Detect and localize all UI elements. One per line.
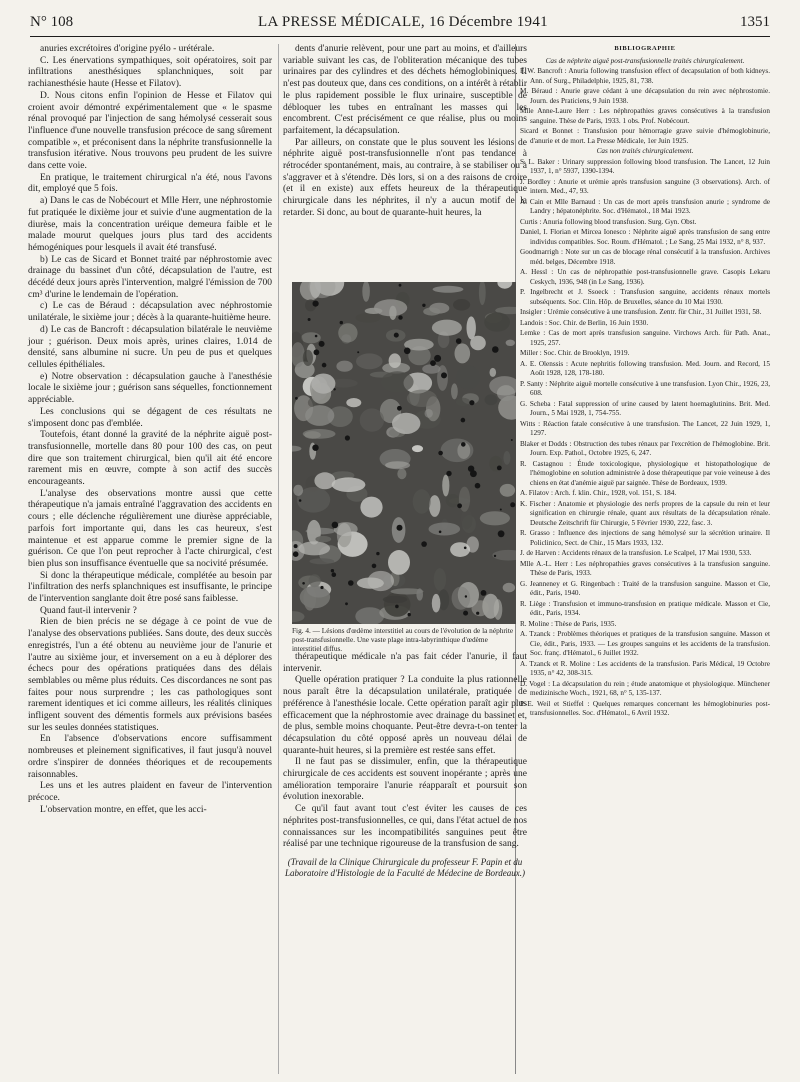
footnote: (Travail de la Clinique Chirurgicale du professeur F. Papin et du Laboratoire d'Histologie de la Faculté de Médecine de Bordeaux.) xyxy=(285,856,525,878)
paragraph: Toutefois, étant donné la gravité de la néphrite aiguë post-transfusionnelle, mortelle dans 80 pour 100 des cas, on peut dire que son traitement chirurgical, bien qu'il ait été encore rarement mis en œuvre, compte à son actif des succès encourageants. xyxy=(28,430,272,488)
bibliography-entry: J. de Harven : Accidents rénaux de la transfusion. Le Scalpel, 17 Mai 1930, 533. xyxy=(520,549,752,557)
paragraph: Il ne faut pas se dissimuler, enfin, que la thérapeutique chirurgicale de ces accidents est souvent inopérante ; après une amélioration temporaire l'anurie réapparaît et poursuit son évolution inexorable. xyxy=(283,757,527,803)
bibliography-entry: M. Béraud : Anurie grave cédant à une décapsulation du rein avec néphrostomie. Journ. des Praticiens, 9 Juin 1938. xyxy=(520,87,770,105)
bibliography-entry: Blaker et Dodds : Obstruction des tubes rénaux par l'excrétion de l'hémoglobine. Brit. Journ. Exp. Pathol., Octobre 1925, 6, 247. xyxy=(520,439,770,457)
bibliography-entry: R. Grasso : Influence des injections de sang hémolysé sur la sécrétion urinaire. Il Policlinico, Sect. de Chir., 15 Mars 1933, 132. xyxy=(520,529,770,547)
page-header xyxy=(30,12,770,37)
column-rule-left xyxy=(278,44,279,1074)
bibliography-entry: A. E. Olenssis : Acute nephritis following transfusion. Med. Journ. and Record, 15 Août 1928, 128, 178-180. xyxy=(520,359,770,377)
bibliography-entry: Daniel, I. Florian et Mircea Ionesco : Néphrite aiguë après transfusion de sang entre individus compatibles. Soc. Roum. d'Hématol. ; Le Sang, 25 Mai 1932, n° 8, 937. xyxy=(520,228,770,246)
bibliography-entry: G. Scheba : Fatal suppression of urine caused by latent hoemaglutinins. Brit. Med. Journ., 5 Mai 1928, 1, 754-755. xyxy=(520,399,770,417)
bibliography-entry: G. Jeanneney et G. Ringenbach : Traité de la transfusion sanguine. Masson et Cie, édit., Paris, 1940. xyxy=(520,579,770,597)
bibliography-entry: Mlle A.-L. Herr : Les néphropathies graves consécutives à la transfusion sanguine. Thèse de Paris, 1933. xyxy=(520,559,770,577)
paragraph: Rien de bien précis ne se dégage à ce point de vue de l'analyse des observations publiées. Sans doute, des deux succès enregistrés, l'un a été obtenu au neuvième jour de l'anurie et l'autre au sixième jour, et inversement on a eu à déplorer des échecs pour des opérations pratiquées dans des délais semblables ou même plus réduits. Ces discordances ne sont pas faites pour nous surprendre ; les cas pathologiques sont rarement identiques et ici comme ailleurs, les réalités cliniques infligent souvent des démentis formels aux prévisions basées sur les seules données statistiques. xyxy=(28,617,272,733)
bibliography-subtitle-1: Cas de néphrite aiguë post-transfusionnelle traités chirurgicalement. xyxy=(545,56,745,65)
bibliography-entry: Sicard et Bonnet : Transfusion pour hémorragie grave suivie d'hémoglobinurie, d'anurie et de mort. La Presse Médicale, 1er Juin 1925. xyxy=(520,127,770,145)
bibliography-entry: K. Fischer : Anatomie et physiologie des nerfs propres de la capsule du rein et leur signification en chirurgie rénale, quant aux résultats de la décapsulation rénale. Deutsche Zeitschrift für Chirurgie, 5 Février 1930, 222, fasc. 3. xyxy=(520,499,770,527)
bibliography-title: BIBLIOGRAPHIE xyxy=(614,45,676,52)
paragraph: e) Notre observation : décapsulation gauche à l'anesthésie locale le sixième jour ; guérison sans séquelles, fonctionnement appréciable. xyxy=(28,371,272,406)
paragraph: L'analyse des observations montre aussi que cette thérapeutique n'a jamais entraîné l'aggravation des accidents en cours ; elle déclenche régulièrement une diurèse appréciable, parfois fort importante qui, dans les cas heureux, s'est maintenue et est apparue comme le premier signe de la guérison. Ce que l'on peut reprocher à l'acte chirurgical, c'est bien plus son insuffisance éventuelle que sa nocivité présumée. xyxy=(28,488,272,569)
bibliography-entry: Goodmarrigh : Note sur un cas de blocage rénal consécutif à la transfusion. Archives méd. belges, Décembre 1918. xyxy=(520,248,770,266)
column-2-top xyxy=(283,44,527,220)
paragraph: Les uns et les autres plaident en faveur de l'intervention précoce. xyxy=(28,781,272,803)
bibliography-entry: A. Tzanck : Problèmes théoriques et pratiques de la transfusion sanguine. Masson et Cie, édit., Paris, 1933. — Les groupes sanguins et les accidents de la transfusion. Soc. franç. d'Hématol., 6 Juillet 1932. xyxy=(520,630,770,657)
bibliography-entry: Curtis : Anuria following blood transfusion. Surg. Gyn. Obst. xyxy=(520,217,697,226)
journal-title: LA PRESSE MÉDICALE, 16 Décembre 1941 xyxy=(258,14,548,30)
paragraph: En pratique, le traitement chirurgical n'a été, nous l'avons dit, employé que 5 fois. xyxy=(28,172,272,195)
paragraph: a) Dans le cas de Nobécourt et Mlle Herr, une néphrostomie fut pratiquée le dixième jour et suivie d'une augmentation de la diurèse, mais la concentration uréique demeura faible et le malade mourut quelques jours plus tard des accidents hémogéniques pour lesquels il avait été transfusé. xyxy=(28,196,272,253)
micrograph-image xyxy=(292,282,516,624)
paragraph: Si donc la thérapeutique médicale, complétée au besoin par l'infiltration des nerfs splanchniques est insuffisante, le principe de l'intervention sanglante doit être posé sans faiblesse. xyxy=(28,570,272,605)
paragraph: dents d'anurie relèvent, pour une part au moins, et d'ailleurs variable suivant les cas, de l'obliteration mécanique des tubes urinaires par des cylindres et des déchets hémoglobiniques. Il n'est pas douteux que, dans ces conditions, on a intérêt à rétablir le plus rapidement possible le flux urinaire, susceptible de débloquer les tubes en entraînant les masses qui les encombrent. C'est précisément ce que réalise, plus ou moins parfaitement, la décapsulation. xyxy=(283,44,527,136)
bibliography-entry: Landois : Soc. Chir. de Berlin, 16 Juin 1930. xyxy=(520,318,649,327)
bibliography-entry: Lemke : Cas de mort après transfusion sanguine. Virchows Arch. für Path. Anat., 1925, 257. xyxy=(520,329,770,347)
bibliography-entry: P.-E. Weil et Stieffel : Quelques remarques concernant les hémoglobinuries post-transfusionnelles. Soc. d'Hématol., 6 Avril 1932. xyxy=(520,699,770,717)
bibliography-entry: S. L. Baker : Urinary suppression following blood transfusion. The Lancet, 12 Juin 1937, 1, n° 5937, 1390-1394. xyxy=(520,157,770,175)
paragraph: En l'absence d'observations encore suffisamment nombreuses et pleinement significatives, il faut jusqu'à nouvel ordre s'inspirer de données théoriques et de recoupements raisonnables. xyxy=(28,734,272,780)
bibliography-entry: Witts : Réaction fatale consécutive à une transfusion. The Lancet, 22 Juin 1929, 1, 1297. xyxy=(520,419,770,437)
page-number: 1351 xyxy=(740,14,770,30)
figure-caption: Fig. 4. — Lésions d'œdème interstitiel au cours de l'évolution de la néphrite post-transfusionnelle. Une vaste plage intra-labyrinthique d'œdème interstitiel diffus. xyxy=(292,626,514,653)
column-1 xyxy=(28,44,272,816)
paragraph: b) Le cas de Sicard et Bonnet traité par néphrostomie avec drainage du bassinet d'un côté, décapsulation de l'autre, est décédé deux jours après l'intervention, malgré l'émission de 700 cm³ d'urine le lendemain de l'opération. xyxy=(28,254,272,300)
bibliography-subtitle-2: Cas non traités chirurgicalement. xyxy=(596,147,694,155)
paragraph: Quand faut-il intervenir ? xyxy=(40,605,137,616)
bibliography-entry: A. Filatov : Arch. f. klin. Chir., 1928, vol. 151, S. 184. xyxy=(520,489,677,497)
bibliography-entry: P. Ingelbrecht et J. Ssoeck : Transfusion sanguine, accidents rénaux mortels subséquents. Soc. Clin. Hôp. de Bruxelles, séance du 10 Mai 1930. xyxy=(520,288,770,306)
bibliography-entry: J. Bordley : Anurie et urémie après transfusion sanguine (3 observations). Arch. of intern. Med., 47, 93. xyxy=(520,177,770,195)
paragraph: thérapeutique médicale n'a pas fait céder l'anurie, il faut intervenir. xyxy=(283,652,527,674)
bibliography-column xyxy=(520,44,770,720)
paragraph: Les conclusions qui se dégagent de ces résultats ne s'imposent donc pas d'emblée. xyxy=(28,406,272,429)
bibliography-entry: Mlle Anne-Laure Herr : Les néphropathies graves consécutives à la transfusion sanguine. Thèse de Paris, 1933. 1 obs. Prof. Nobécourt. xyxy=(520,107,770,125)
paragraph: L'observation montre, en effet, que les acci- xyxy=(40,804,207,815)
histology-figure xyxy=(292,282,516,624)
bibliography-entry: A. Cain et Mlle Barnaud : Un cas de mort après transfusion anurie ; syndrome de Landry ; hépatonéphrite. Soc. d'Hématol., 18 Mai 1923. xyxy=(520,197,770,215)
bibliography-entry: P. Santy : Néphrite aiguë mortelle consécutive à une transfusion. Lyon Chir., 1926, 23, 608. xyxy=(520,379,770,397)
issue-number: N° 108 xyxy=(30,14,74,30)
bibliography-entry: R. Liège : Transfusion et immuno-transfusion en pratique médicale. Masson et Cie, édit., Paris, 1934. xyxy=(520,599,770,617)
paragraph: d) Le cas de Bancroft : décapsulation bilatérale le neuvième jour ; guérison. Deux mois après, urines claires, 1.014 de densité, sans albumine ni sucre. Un peu de pus et quelques cellules épithéliales. xyxy=(28,324,272,370)
bibliography-entry: Miller : Soc. Chir. de Brooklyn, 1919. xyxy=(520,349,630,357)
paragraph: Ce qu'il faut avant tout c'est éviter les causes de ces néphrites post-transfusionnelles, ce qui, dans l'état actuel de nos connaissances sur les incompatibilités sanguines peut être réalisé par une technique rigoureuse de la transfusion de sang. xyxy=(283,804,527,850)
paragraph: D. Nous citons enfin l'opinion de Hesse et Filatov qui croient avoir démontré expérimentalement que « le spasme rénal provoqué par l'injection de sang hémolysé cesserait sous l'influence d'une nouvelle transfusion précoce de sang sûrement compatible », et préconisent dans la néphrite transfusionnelle la transfusion itérative. Nous trouvons peu prudent de les suivre dans cette voie. xyxy=(28,90,272,172)
bibliography-entry: F. W. Bancroft : Anuria following transfusion effect of decapsulation of both kidneys. Ann. of Surg., Philadelphie, 1925, 81, 738. xyxy=(520,67,770,85)
paragraph: C. Les énervations sympathiques, soit opératoires, soit par infiltrations anesthésiques splanchniques, soit par rachianesthésie haute (Hesse et Filatov). xyxy=(28,55,272,90)
column-2-bottom xyxy=(283,652,527,879)
bibliography-entry: R. Castagnou : Étude toxicologique, physiologique et histopathologique de l'hémoglobine en solution administrée à dose thérapeutique par voie veineuse à des chiens en état d'anémie aiguë par saignée. Thèse de Bordeaux, 1939. xyxy=(520,459,770,487)
bibliography-entry: D. Vogel : La décapsulation du rein ; étude anatomique et physiologique. Münchener medizinische Woch., 1921, 68, n° 5, 135-137. xyxy=(520,679,770,697)
paragraph: Quelle opération pratiquer ? La conduite la plus rationnelle nous paraît être la décapsulation unilatérale, pratiquée de préférence à l'anesthésie locale. Cette opération paraît agir plus efficacement que la néphrostomie avec drainage du bassinet et, de plus, semble moins choquante. Peut-être devra-t-on tenter la décapsulation du côté opposé après un nouveau délai de quarante-huit heures, si la première est restée sans effet. xyxy=(283,675,527,756)
paragraph: anuries excrétoires d'origine pyélo - urétérale. xyxy=(40,44,215,54)
bibliography-entry: A. Hessl : Un cas de néphropathie post-transfusionnelle grave. Casopis Lekaru Ceskych, 1936, 948 (in Le Sang, 1936). xyxy=(520,268,770,286)
bibliography-entry: A. Tzanck et R. Moline : Les accidents de la transfusion. Paris Médical, 19 Octobre 1935, n° 42, 308-315. xyxy=(520,659,770,677)
bibliography-entry: Insigler : Urémie consécutive à une transfusion. Zentr. für Chir., 31 Juillet 1931, 58. xyxy=(520,308,762,316)
paragraph: c) Le cas de Béraud : décapsulation avec néphrostomie unilatérale, le sixième jour ; décès à la quarante-huitième heure. xyxy=(28,301,272,324)
paragraph: Par ailleurs, on constate que le plus souvent les lésions de néphrite aiguë post-transfusionnelle n'ont pas tendance à rétrocéder spontanément, mais, au contraire, à se stabiliser ou à s'aggraver et à s'étendre. Dès lors, si on a des raisons de croire (et il en existe) aux effets heureux de la thérapeutique chirurgicale dans les néphrites, il n'y a aucun motif de la retarder. Si donc, au bout de quarante-huit heures, la xyxy=(283,137,527,218)
bibliography-entry: R. Moline : Thèse de Paris, 1935. xyxy=(520,619,617,628)
